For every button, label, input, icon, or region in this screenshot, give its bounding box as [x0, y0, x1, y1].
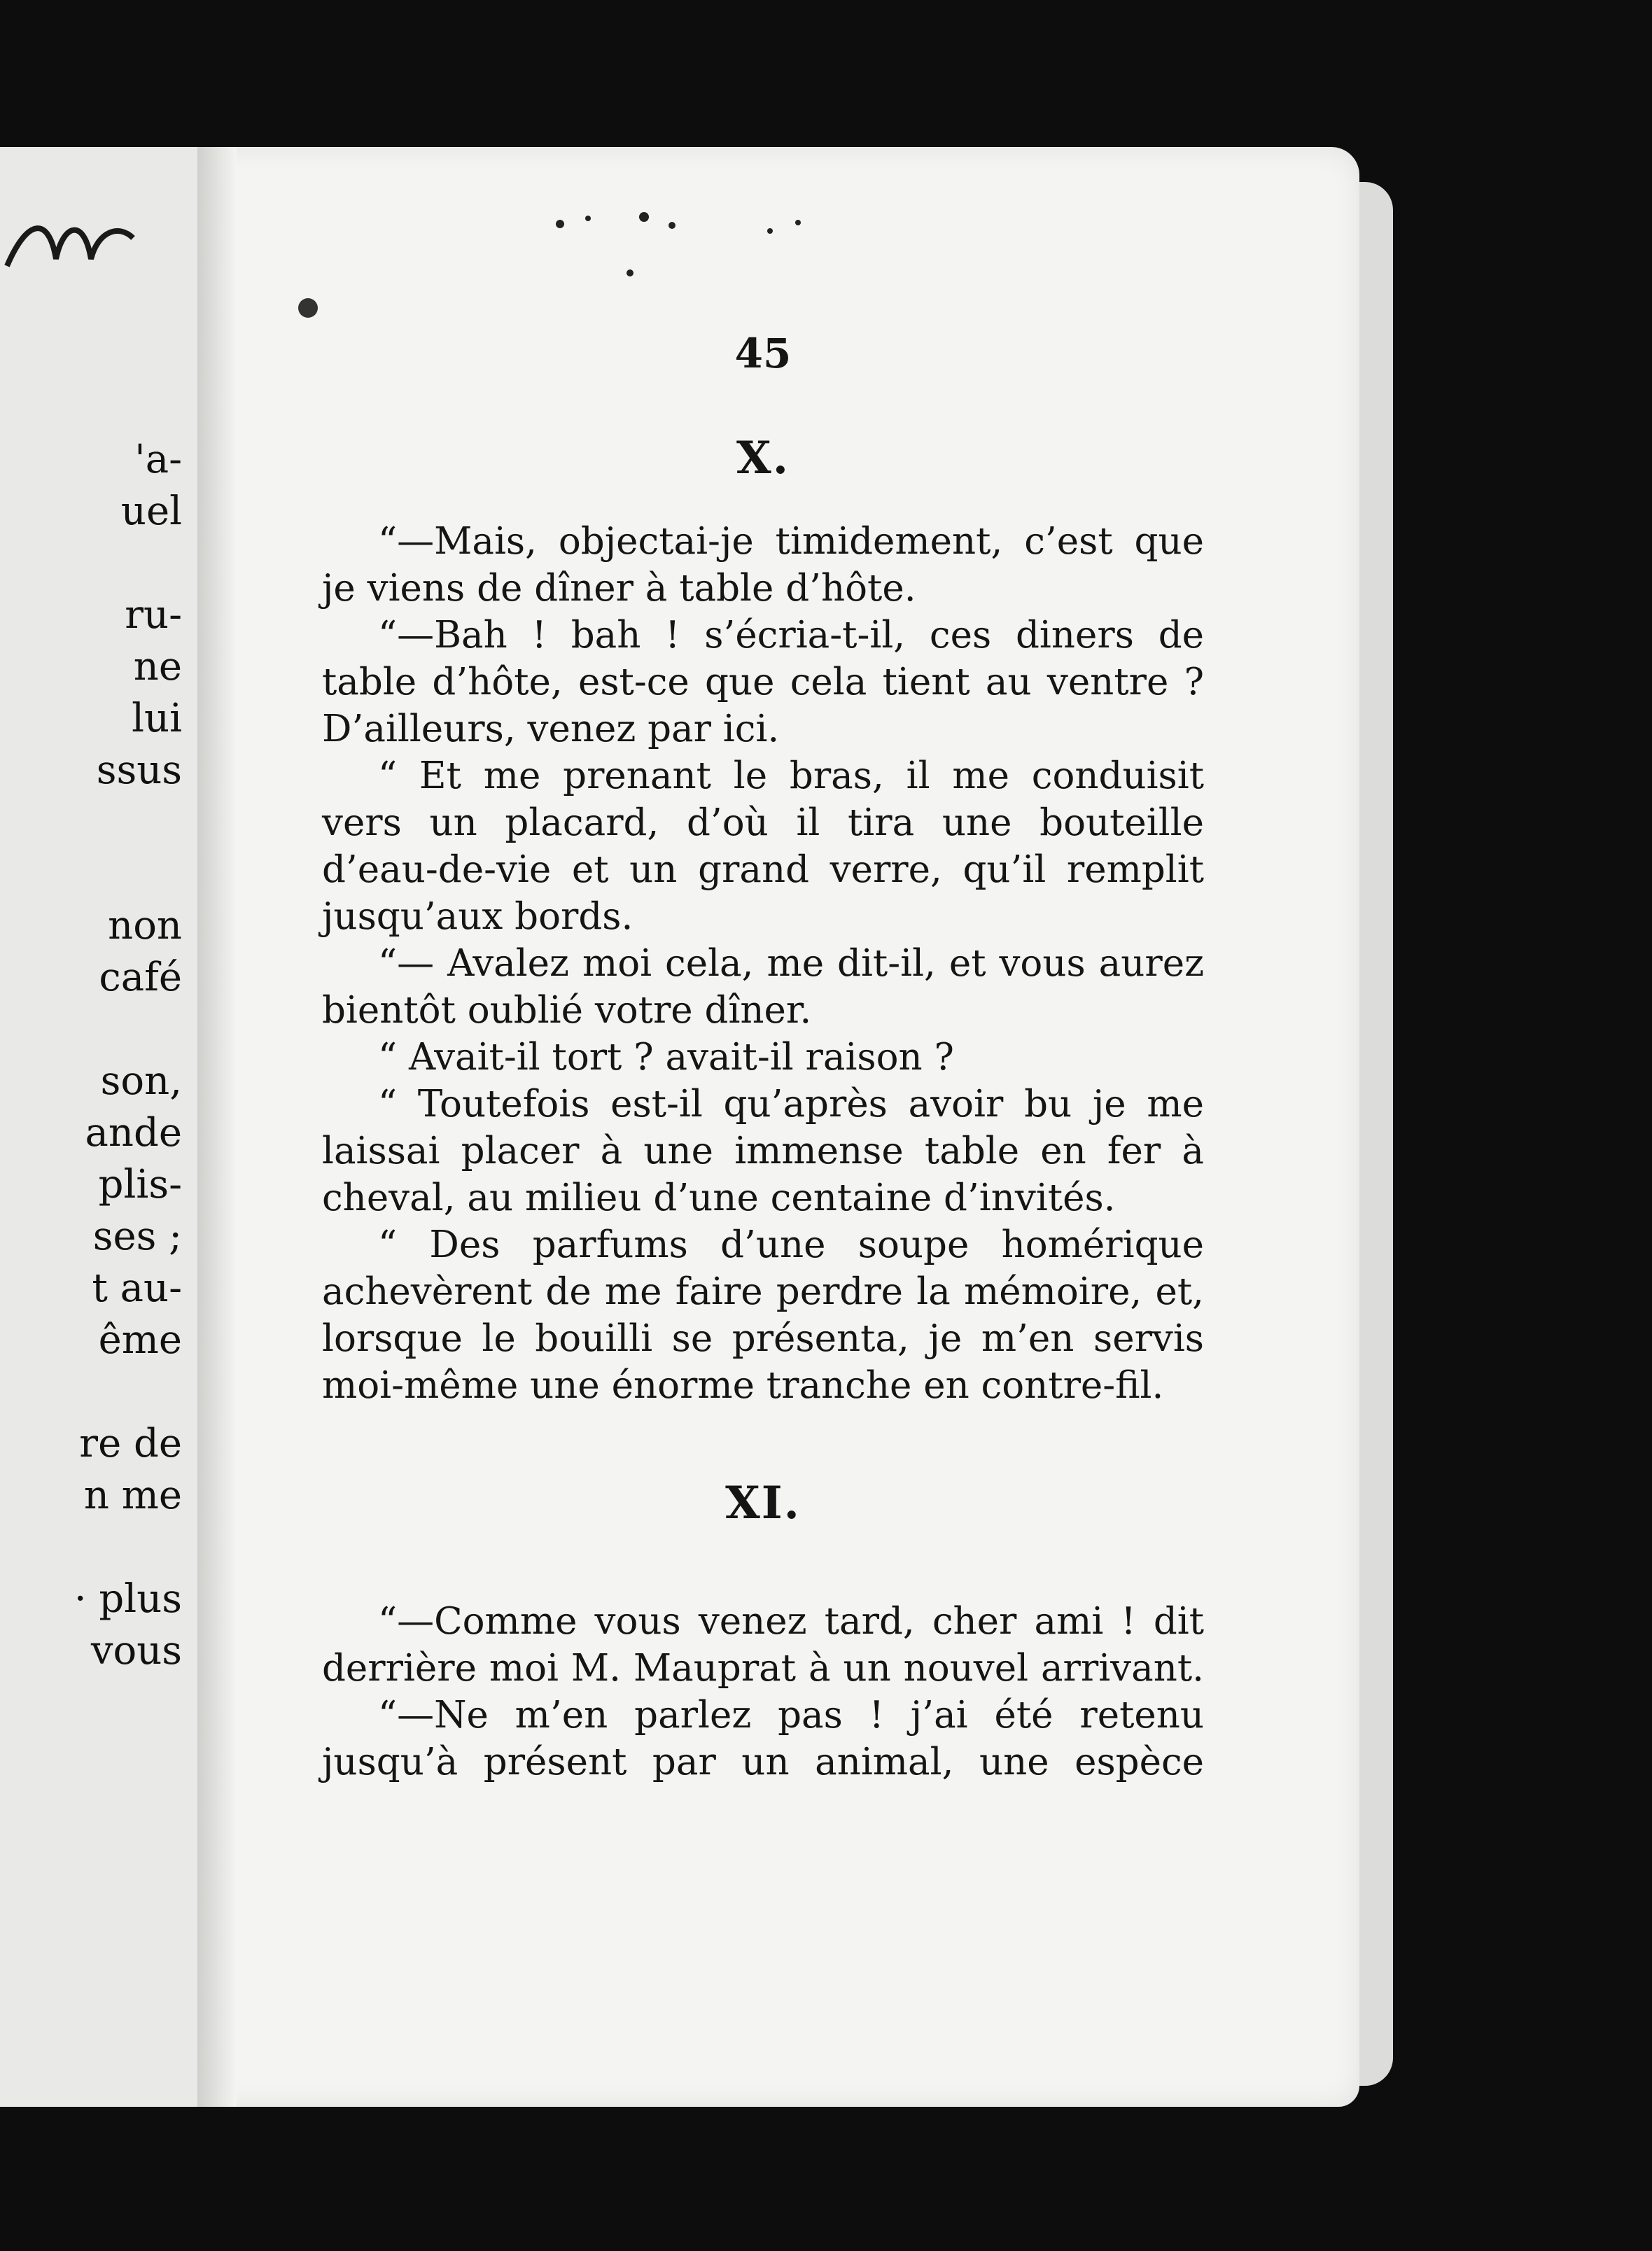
text-line: je viens de dîner à table d’hôte.	[322, 567, 916, 610]
fragment-line: t au-	[92, 1265, 182, 1311]
chapter-x-body	[322, 518, 1204, 1409]
text-line: vers un placard, d’où il tira une bouteille	[322, 801, 1204, 844]
text-line: jusqu’à présent par un animal, une espèce	[322, 1741, 1204, 1783]
text-line: table d’hôte, est-ce que cela tient au ventre ?	[322, 661, 1204, 703]
fragment-line	[74, 1004, 182, 1056]
fragment-line: re de	[79, 1421, 182, 1466]
page-spine	[197, 147, 237, 2107]
fragment-line: · plus	[74, 1576, 182, 1622]
text-line: d’eau-de-vie et un grand verre, qu’il remplit	[322, 848, 1204, 891]
fragment-line	[74, 797, 182, 848]
fragment-line: ses ;	[92, 1214, 182, 1259]
text-line: “—Comme vous venez tard, cher ami ! dit	[378, 1600, 1204, 1643]
page-text	[322, 322, 1204, 1786]
fragment-line	[74, 848, 182, 900]
fragment-line: lui	[132, 696, 182, 741]
fragment-line	[74, 1522, 182, 1573]
fragment-line	[74, 1366, 182, 1418]
handwritten-scrawl	[0, 189, 140, 301]
fragment-line: n me	[83, 1473, 182, 1518]
text-line: bientôt oublié votre dîner.	[322, 989, 812, 1032]
chapter-heading-x: X.	[736, 432, 790, 484]
fragment-line: ssus	[96, 748, 182, 793]
text-line: cheval, au milieu d’une centaine d’invités.	[322, 1177, 1116, 1219]
fragment-line: ande	[85, 1110, 182, 1156]
text-line: “ Et me prenant le bras, il me conduisit	[378, 755, 1204, 797]
fragment-line: vous	[90, 1628, 182, 1674]
text-line: “ Des parfums d’une soupe homérique	[378, 1223, 1204, 1266]
text-line: jusqu’aux bords.	[322, 895, 634, 938]
fragment-line: ne	[133, 644, 182, 689]
previous-page-text	[74, 434, 182, 1677]
fragment-line: uel	[120, 489, 182, 534]
fragment-line: ru-	[125, 592, 182, 638]
text-line: derrière moi M. Mauprat à un nouvel arrivant.	[322, 1647, 1204, 1690]
text-line: achevèrent de me faire perdre la mémoire, et,	[322, 1270, 1204, 1313]
fragment-line: son,	[100, 1058, 182, 1104]
text-line: moi-même une énorme tranche en contre-fil.	[322, 1364, 1164, 1407]
text-line: “—Ne m’en parlez pas ! j’ai été retenu	[378, 1694, 1204, 1737]
text-line: “ Avait-il tort ? avait-il raison ?	[378, 1036, 954, 1079]
fragment-line	[74, 538, 182, 589]
fragment-line: café	[99, 955, 182, 1000]
text-line: “ Toutefois est-il qu’après avoir bu je me	[378, 1083, 1204, 1126]
text-line: “—Mais, objectai-je timidement, c’est que	[378, 520, 1204, 563]
fragment-line: plis-	[98, 1162, 182, 1207]
chapter-heading-xi: XI.	[725, 1477, 801, 1529]
page-number: 45	[734, 330, 792, 377]
fragment-line: non	[108, 903, 182, 948]
text-line: laissai placer à une immense table en fer à	[322, 1130, 1204, 1172]
text-line: “— Avalez moi cela, me dit-il, et vous aurez	[378, 942, 1204, 985]
chapter-xi-body	[322, 1598, 1204, 1786]
fragment-line: ême	[98, 1317, 182, 1363]
text-line: lorsque le bouilli se présenta, je m’en servis	[322, 1317, 1204, 1360]
fragment-line: 'a-	[134, 437, 182, 482]
text-line: “—Bah ! bah ! s’écria-t-il, ces diners de	[378, 614, 1204, 657]
text-line: D’ailleurs, venez par ici.	[322, 708, 780, 750]
